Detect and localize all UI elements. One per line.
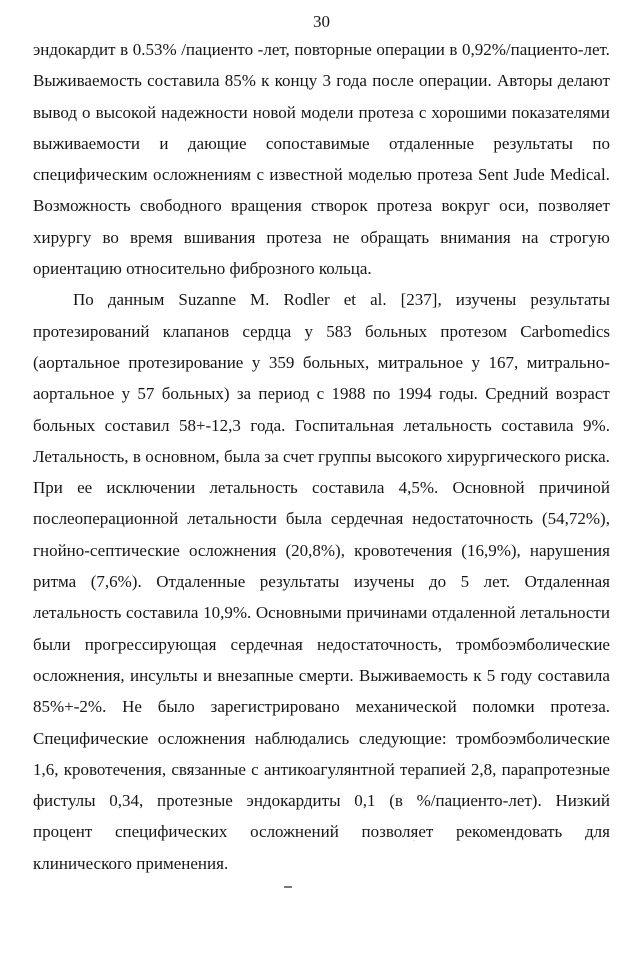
word: группы [318,446,372,466]
text-line [33,410,610,441]
word: осложнения [157,728,246,748]
word: Низкий [555,791,610,811]
word: следующие: [358,728,447,748]
word: Carbomedics [520,321,610,341]
word: до [428,572,447,592]
word: et [343,290,357,310]
word: 167, [488,352,519,372]
text-line [33,316,610,347]
word: модели [300,102,354,122]
word: вокруг [441,196,490,216]
word: (в [389,791,403,811]
word: вывод [33,102,78,122]
word: (аортальное [33,352,120,372]
word: Отдаленная [524,572,610,592]
word: делают [557,71,610,91]
word: причиной [538,478,610,498]
word: механической [355,697,457,717]
word: парапротезные [501,759,610,779]
word: высокой [95,102,157,122]
word: вращения [231,196,302,216]
text-line [33,65,610,96]
word: на [521,227,539,247]
text-line [33,629,610,660]
word: 4,5%. [398,478,439,498]
word: смерти. [298,665,354,685]
word: нарушения [529,540,610,560]
word: сердца [242,321,292,341]
word: у [121,384,131,404]
word: [237], [400,290,442,310]
word: связанные [171,759,246,779]
word: составила [126,603,199,623]
word: в [120,40,129,59]
scan-mark [284,886,292,888]
word: повторные [294,40,372,59]
word: не [332,227,350,247]
word: к [261,71,270,91]
text-line [33,754,610,785]
word: протеза [266,227,322,247]
scan-specks [380,826,420,846]
word: сердечная [330,509,404,529]
word: 9%. [583,415,610,435]
word: аортальное [33,384,115,404]
word: осложнений [250,822,339,842]
word: составила [147,71,220,91]
word: Не [122,697,142,717]
word: Госпитальная [294,415,394,435]
word: сопоставимые [265,133,370,153]
word: протеза [417,165,473,185]
word: Возможность [33,196,131,216]
word: -лет, [257,40,290,59]
text-line [33,347,610,378]
text-line [33,566,610,597]
word: Летальность, [33,446,129,466]
word: клапанов [162,321,230,341]
document-body [33,34,610,879]
word: в [132,446,141,466]
word: моделью [348,165,412,185]
paragraph-1 [33,34,610,284]
text-line: клинического применения. [33,853,229,873]
word: ритма [33,572,77,592]
word: створок [311,196,368,216]
word: для [584,822,610,842]
word: Основной [452,478,525,498]
word: 58+-12,3 [178,415,241,435]
word: M. [250,290,270,310]
text-line [33,816,610,847]
text-line [33,535,610,566]
word: 1,6, [33,759,59,779]
word: летальность [403,415,492,435]
word: составила [537,665,610,685]
word: с [418,102,427,122]
word: процент [33,822,93,842]
word: с [316,384,325,404]
word: тромбоэмболические [456,728,610,748]
word: позволяет [538,196,610,216]
word: данным [107,290,165,310]
word: Sent [477,165,509,185]
word: летальность [33,603,122,623]
word: (16,9%), [461,540,521,560]
word: результаты [530,290,610,310]
word: свободного [139,196,222,216]
word: Выживаемость [358,665,468,685]
word: возраст [555,384,610,404]
word: 0,34, [109,791,144,811]
word: была [223,446,261,466]
word: поломки [472,697,535,717]
word: ее [77,478,93,498]
word: 2,8, [470,759,497,779]
text-line [33,441,610,472]
text-line [33,785,610,816]
word: наблюдались [254,728,350,748]
text-line [33,159,610,190]
word: результаты [493,133,573,153]
word: протезирование [128,352,244,372]
word: оси, [499,196,529,216]
word: по [592,133,610,153]
word: во [102,227,119,247]
word: году [500,665,533,685]
word: кровотечения [354,540,453,560]
word: 0,1 [354,791,376,811]
word: специфических [114,822,228,842]
word: о [82,102,91,122]
word: инсульты [129,665,198,685]
text-line [33,190,610,221]
word: позволяет [361,822,434,842]
text-line [33,660,610,691]
word: хирургу [33,227,92,247]
word: Medical. [549,165,610,185]
word: 10,9%. [203,603,252,623]
word: больных, [302,352,370,372]
word: внимания [440,227,511,247]
word: %/пациенто-лет). [416,791,542,811]
word: больных) [161,384,230,404]
word: антикоагулянтной [263,759,395,779]
word: гнойно-септические [33,540,180,560]
text-line: ориентацию относительно фиброзного кольца. [33,259,372,279]
word: послеоперационной [33,509,179,529]
word: время [129,227,173,247]
word: показателями [511,102,610,122]
word: сердечная [230,634,303,654]
word: хирургического [446,446,561,466]
word: 1994 [397,384,432,404]
text-line [33,284,610,315]
word: высокого [375,446,443,466]
word: были [33,634,71,654]
word: Jude [513,165,545,185]
word: счет [283,446,314,466]
word: выживаемости [33,133,140,153]
word: с [256,165,265,185]
word: за [264,446,279,466]
word: отдаленные [388,133,475,153]
word: 583 [326,321,352,341]
word: Выживаемость [33,71,142,91]
word: года. [250,415,286,435]
word: за [236,384,252,404]
word: было [157,697,195,717]
word: 85%+-2%. [33,697,107,717]
word: после [372,71,414,91]
word: надежности [161,102,248,122]
word: изучены [455,290,517,310]
word: изучены [353,572,415,592]
word: протеза [376,196,433,216]
word: внезапные [217,665,294,685]
word: летальности [520,603,610,623]
word: недостаточность [412,509,534,529]
text-line [33,691,610,722]
paragraph-2 [33,284,610,879]
text-line [33,97,610,128]
word: 85% [224,71,256,91]
word: результаты [259,572,340,592]
word: составила [312,478,385,498]
word: вшивания [183,227,256,247]
text-line [33,723,610,754]
word: митрально- [526,352,610,372]
word: больных [33,415,96,435]
word: Основными [255,603,342,623]
text-line [33,597,610,628]
word: Rodler [283,290,330,310]
word: операции [376,40,445,59]
word: (7,6%). [90,572,142,592]
word: Средний [485,384,549,404]
word: годы. [439,384,478,404]
word: протезом [440,321,508,341]
word: известной [269,165,343,185]
word: 5 [460,572,470,592]
word: Авторы [497,71,553,91]
word: специфическим [33,165,148,185]
word: кровотечения, [63,759,167,779]
word: концу [274,71,318,91]
word: фистулы [33,791,96,811]
word: была [285,509,322,529]
word: осложнениям [153,165,252,185]
word: лет. [483,572,511,592]
text-line [33,34,610,65]
text-line [33,128,610,159]
word: строгую [549,227,610,247]
word: протеза [358,102,414,122]
word: При [33,478,63,498]
word: период [258,384,310,404]
word: эндокардит [33,40,116,59]
word: 0,92%/пациенто-лет. [462,40,610,59]
word: По [73,290,94,310]
word: причинами [346,603,428,623]
word: протеза. [550,697,610,717]
word: хорошими [431,102,507,122]
word: эндокардиты [246,791,341,811]
page-number: 30 [313,12,330,31]
word: и [159,133,169,153]
word: года [336,71,367,91]
word: Suzanne [178,290,237,310]
word: новой [252,102,296,122]
word: протезирований [33,321,150,341]
word: 57 [137,384,155,404]
word: с [251,759,259,779]
word: al. [370,290,387,310]
word: зарегистрировано [210,697,340,717]
word: исключении [106,478,196,498]
word: составил [104,415,170,435]
word: (54,72%), [541,509,610,529]
word: отдаленной [431,603,516,623]
word: в [449,40,458,59]
word: тромбоэмболические [456,634,610,654]
word: дающие [187,133,247,153]
word: основном, [145,446,220,466]
word: и [203,665,213,685]
word: летальность [209,478,298,498]
word: прогрессирующая [84,634,217,654]
word: операции. [419,71,492,91]
word: у [304,321,313,341]
word: по [372,384,391,404]
text-line [33,378,610,409]
word: 359 [268,352,295,372]
word: митральное [377,352,464,372]
word: 0.53% [132,40,177,59]
word: 3 [322,71,331,91]
word: обращать [360,227,430,247]
word: недостаточность, [316,634,443,654]
word: 1988 [331,384,366,404]
word: /пациенто [181,40,254,59]
word: протезные [156,791,233,811]
word: рекомендовать [456,822,563,842]
text-line [33,222,610,253]
word: осложнения, [33,665,125,685]
word: у [471,352,480,372]
word: 5 [486,665,496,685]
text-line [33,503,610,534]
word: у [251,352,261,372]
word: риска. [564,446,610,466]
word: терапией [400,759,466,779]
word: летальности [187,509,277,529]
word: к [473,665,482,685]
word: Отдаленные [156,572,246,592]
word: осложнения [188,540,277,560]
word: (20,8%), [285,540,345,560]
word: больных [364,321,428,341]
text-line [33,472,610,503]
word: Специфические [33,728,149,748]
word: составила [501,415,574,435]
